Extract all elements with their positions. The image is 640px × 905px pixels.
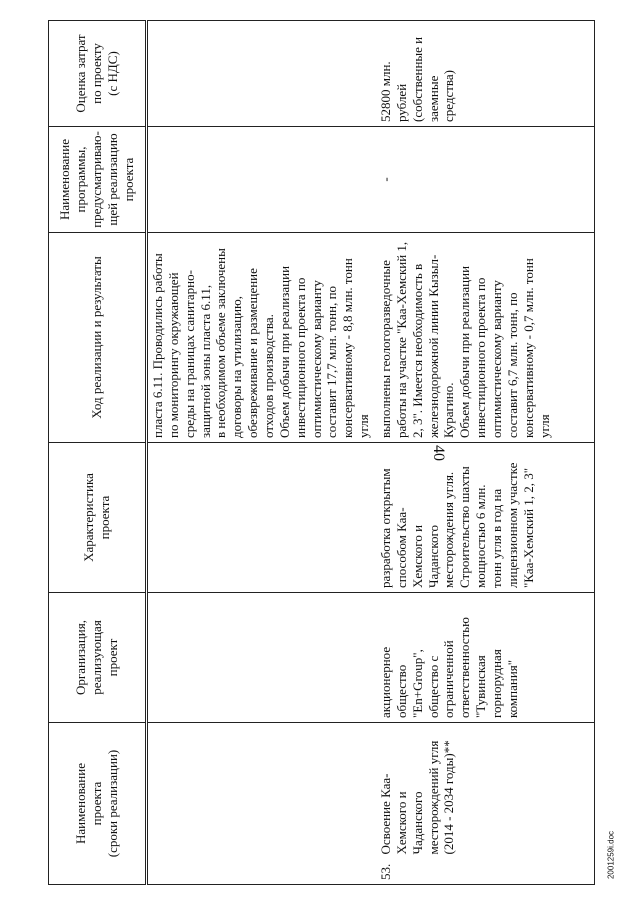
- project-name-cell: Освоение Каа- Хемского и Чаданского месторождений угля (2014 - 2034 годы)**: [376, 723, 595, 859]
- organization-cell: акционерное общество "En+Group", общество с ограниченной ответственностью "Тувинская горнорудная компания": [376, 593, 595, 723]
- header-progress: Ход реализации и результаты: [49, 233, 147, 443]
- cont-characteristic-cell: [147, 443, 377, 593]
- page-number: 40: [430, 445, 447, 461]
- table-row-continuation: [147, 21, 377, 885]
- cost-cell: 52800 млн. рублей (собственные и заемные средства): [376, 21, 595, 127]
- rotated-table-container: [48, 21, 592, 885]
- progress-cell: выполнены геологоразведочные работы на участке "Каа-Хемский 1, 2, 3". Имеется необходимость в железнодорожной линии Кызыл- Курагино. Объем добычи при реализации инвестиционного проекта по оптимистическому варианту составит 6,7 млн. тонн, по консервативному - 0,7 млн. тонн угля: [376, 233, 595, 443]
- header-program: Наименование программы, предусматриваю- щей реализацию проекта: [49, 127, 147, 233]
- header-project-name: Наименование проекта (сроки реализации): [49, 723, 147, 885]
- program-cell: -: [376, 127, 595, 233]
- table-header-row: [49, 21, 147, 885]
- header-cost: Оценка затрат по проекту (с НДС): [49, 21, 147, 127]
- row-number: 53.: [376, 859, 595, 885]
- header-organization: Организация, реализующая проект: [49, 593, 147, 723]
- characteristic-cell: разработка открытым способом Каа- Хемского и Чаданского месторождения угля. Строительство шахты мощностью 6 млн. тонн угля в год на лицензионном участке "Каа-Хемский 1, 2, 3": [376, 443, 595, 593]
- projects-table: [48, 20, 595, 885]
- cont-organization-cell: [147, 593, 377, 723]
- cont-progress-cell: пласта 6.11. Проводились работы по мониторингу окружающей среды на границах санитарно- защитной зоны пласта 6.11, в необходимом объеме заключены договоры на утилизацию, обезвреживание и размещение отходов производства. Объем добычи при реализации инвестиционного проекта по оптимистическому варианту составит 17,7 млн. тонн, по консервативному - 8,8 млн. тонн угля: [147, 233, 377, 443]
- footer-document-code: 2001259i.doc: [606, 830, 616, 880]
- cont-cost-cell: [147, 21, 377, 127]
- cont-name-cell: [147, 723, 377, 885]
- cont-program-cell: [147, 127, 377, 233]
- table-row-53: [376, 21, 595, 885]
- header-characteristic: Характеристика проекта: [49, 443, 147, 593]
